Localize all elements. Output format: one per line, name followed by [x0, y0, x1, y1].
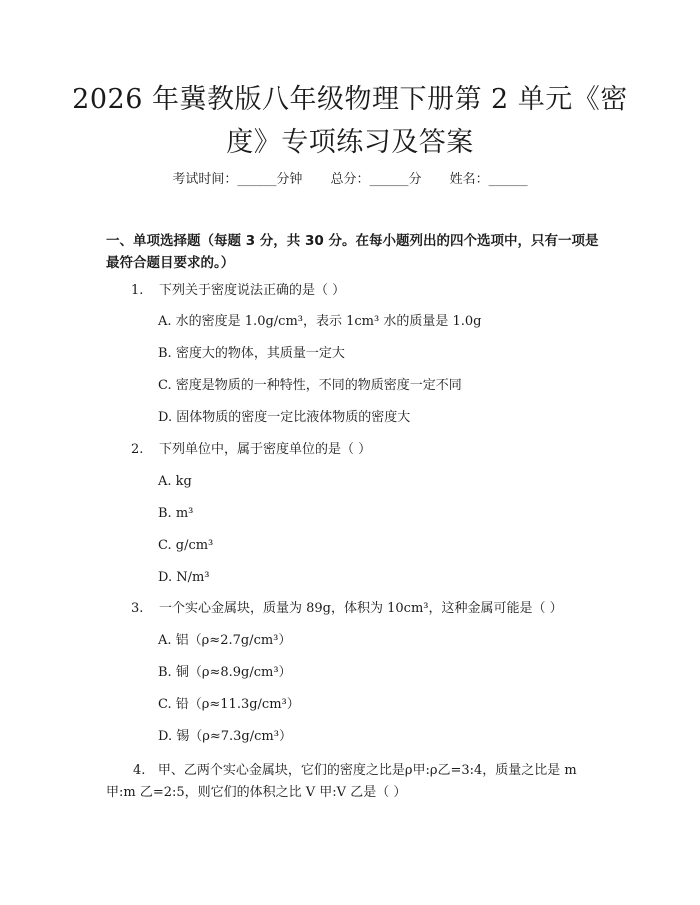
option-3d: D. 锡（ρ≈7.3g/cm³） [158, 729, 292, 744]
question-text: 甲、乙两个实心金属块，它们的密度之比是ρ甲:ρ乙=3:4，质量之比是 m 甲:m 乙=2:5，则它们的体积之比 V 甲:V 乙是（ ） [106, 763, 577, 800]
option-2a: A. kg [158, 474, 192, 489]
option-2c: C. g/cm³ [158, 538, 214, 553]
student-name: 姓名：______ [449, 172, 528, 187]
total-score: 总分：______分 [330, 172, 422, 187]
question-number: 2. [131, 442, 144, 457]
question-number: 4. [133, 763, 146, 778]
option-1b: B. 密度大的物体，其质量一定大 [158, 346, 345, 361]
question-3 [131, 598, 563, 620]
question-text: 一个实心金属块，质量为 89g，体积为 10cm³，这种金属可能是（ ） [159, 601, 563, 616]
option-1d: D. 固体物质的密度一定比液体物质的密度大 [158, 410, 411, 425]
option-2d: D. N/m³ [158, 570, 210, 585]
title-line-2: 度》专项练习及答案 [226, 127, 474, 158]
question-number: 1. [131, 283, 144, 298]
question-text: 下列单位中，属于密度单位的是（ ） [159, 442, 372, 457]
question-1 [131, 280, 345, 302]
option-3b: B. 铜（ρ≈8.9g/cm³） [158, 665, 292, 680]
option-1c: C. 密度是物质的一种特性，不同的物质密度一定不同 [158, 378, 462, 393]
option-1a: A. 水的密度是 1.0g/cm³，表示 1cm³ 水的质量是 1.0g [158, 314, 482, 329]
document-title [60, 78, 640, 164]
question-text: 下列关于密度说法正确的是（ ） [159, 283, 346, 298]
section-heading: 一、单项选择题（每题 3 分，共 30 分。在每小题列出的四个选项中，只有一项是最符合题目要求的。） [106, 233, 599, 271]
title-line-1: 2026 年冀教版八年级物理下册第 2 单元《密 [72, 84, 628, 115]
question-number: 3. [131, 601, 144, 616]
question-4 [106, 760, 596, 804]
exam-time: 考试时间：______分钟 [172, 172, 303, 187]
option-3a: A. 铝（ρ≈2.7g/cm³） [158, 633, 292, 648]
exam-info [0, 168, 700, 187]
option-3c: C. 铅（ρ≈11.3g/cm³） [158, 697, 300, 712]
question-2 [131, 439, 371, 461]
option-2b: B. m³ [158, 506, 194, 521]
